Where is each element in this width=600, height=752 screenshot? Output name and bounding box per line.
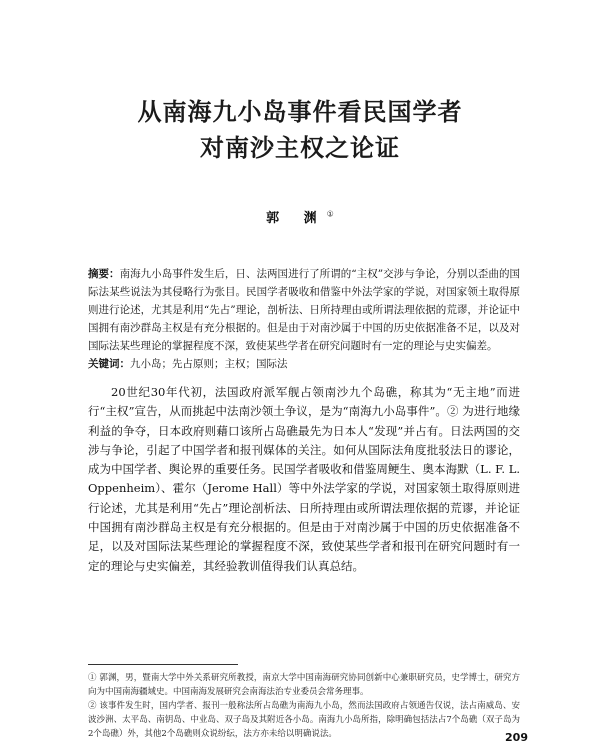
footnote-divider xyxy=(88,664,238,665)
page-number: 209 xyxy=(505,731,528,744)
abstract-label: 摘要： xyxy=(88,268,120,280)
footnote-1: ① 郭渊，男，暨南大学中外关系研究所教授，南京大学中国南海研究协同创新中心兼职研究员，史学博士，研究方向为中国南海疆域史。中国南海发展研究会南海法治专业委员会常务理事。 xyxy=(88,673,520,697)
author-footnote-mark: ① xyxy=(326,209,334,219)
keywords xyxy=(88,355,520,373)
footnote-2: ② 该事件发生时，国内学者、报刊一般称法所占岛礁为南海九小岛，然而法国政府占领通告仅说，法占南威岛、安波沙洲、太平岛、南钥岛、中业岛、双子岛及其附近各小岛。南海九小岛所指，除明确包括法占7个岛礁（双子岛为2个岛礁）外，其他2个岛礁则众说纷纭，法方亦未给以明确说法。 xyxy=(88,701,520,739)
keywords-label: 关键词： xyxy=(88,358,130,370)
author-name: 郭 渊 xyxy=(266,211,327,226)
author-line xyxy=(0,207,600,226)
article-title-line-1: 从南海九小岛事件看民国学者 xyxy=(137,98,463,126)
abstract-text: 南海九小岛事件发生后，日、法两国进行了所谓的“主权”交涉与争论，分别以歪曲的国际法某些说法为其侵略行为张目。民国学者吸收和借鉴中外法学家的学说，对国家领土取得原则进行论述，尤其是利用“先占”理论，剖析法、日所持理由或所谓法理依据的荒谬，并论证中国拥有南沙群岛主权是有充分根据的。但是由于对南沙属于中国的历史依据准备不足，以及对国际法某些理论的掌握程度不深，致使某些学者在研究问题时有一定的理论与史实偏差。 xyxy=(88,268,521,352)
abstract xyxy=(88,265,520,355)
article-title-line-2: 对南沙主权之论证 xyxy=(200,134,400,162)
footnotes xyxy=(88,671,520,741)
body-paragraph-1: 20世纪30年代初，法国政府派军舰占领南沙九个岛礁，称其为“无主地”而进行“主权”宣告，从而挑起中法南沙领土争议，是为“南海九小岛事件”。② 为进行地缘利益的争夺，日本政府则藉口该所占岛礁最先为日本人“发现”并占有。日法两国的交涉与争论，引起了中国学者和报刊媒体的关注。如何从国际法角度批驳法日的谬论，成为中国学者、舆论界的重要任务。民国学者吸收和借鉴周鲠生、奥本海默（L. F. L. Oppenheim）、霍尔（Jerome Hall）等中外法学家的学说，对国家领土取得原则进行论述，尤其是利用“先占”理论剖析法、日所持理由或所谓法理依据的荒谬，并论证中国拥有南沙群岛主权是有充分根据的。但是由于对南沙属于中国的历史依据准备不足，以及对国际法某些理论的掌握程度不深，致使某些学者和报刊在研究问题时有一定的理论与史实偏差，其经验教训值得我们认真总结。 xyxy=(88,385,520,573)
abstract-block xyxy=(88,265,520,373)
keywords-text: 九小岛；先占原则；主权；国际法 xyxy=(130,358,288,370)
